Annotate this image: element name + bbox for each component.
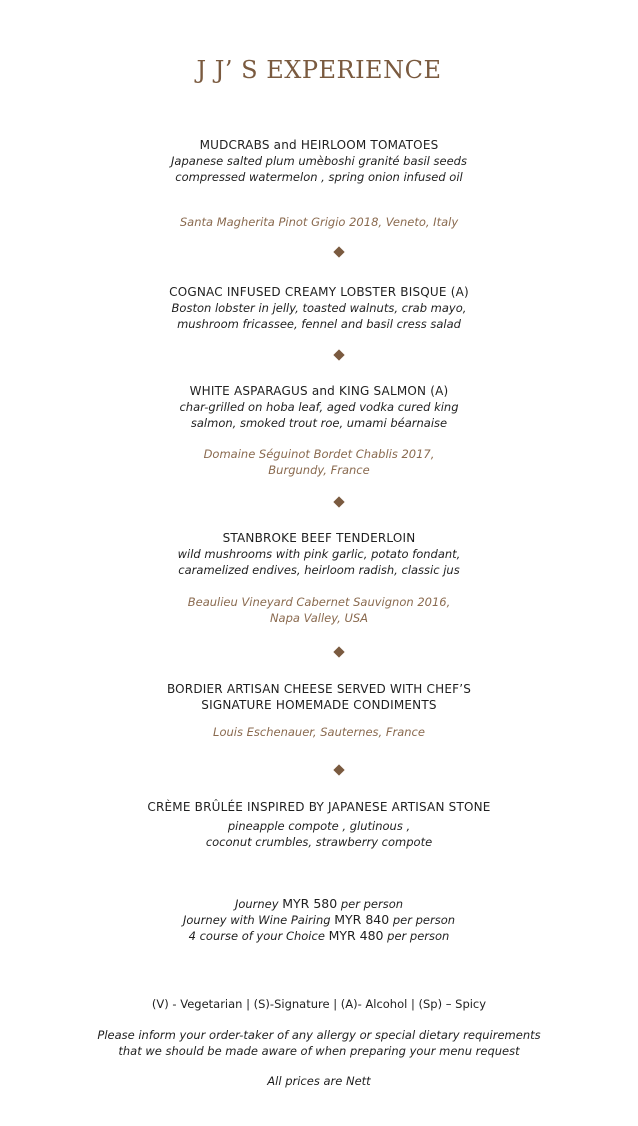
course-1-wine: Santa Magherita Pinot Grigio 2018, Veneto, Italy bbox=[179, 215, 459, 229]
course-3-desc-line-2: salmon, smoked trout roe, umami béarnaise bbox=[190, 416, 448, 430]
course-5-wine: Louis Eschenauer, Sauternes, France bbox=[213, 725, 425, 739]
course-2-desc-line-1: Boston lobster in jelly, toasted walnuts, crab mayo, bbox=[171, 301, 467, 315]
course-5-name-line-1: BORDIER ARTISAN CHEESE SERVED WITH CHEF’S bbox=[166, 682, 472, 696]
price-line-journey bbox=[0, 896, 638, 913]
course-4-desc-line-1: wild mushrooms with pink garlic, potato fondant, bbox=[177, 547, 461, 561]
course-6-desc-line-2: coconut crumbles, strawberry compote bbox=[205, 835, 433, 849]
course-6-name: CRÈME BRÛLÉE INSPIRED BY JAPANESE ARTISAN STONE bbox=[147, 800, 491, 814]
course-1-desc-line-1: Japanese salted plum umèboshi granité basil seeds bbox=[171, 154, 467, 168]
course-3-name: WHITE ASPARAGUS and KING SALMON (A) bbox=[189, 384, 449, 398]
course-3-wine-line-2: Burgundy, France bbox=[268, 463, 370, 477]
course-6-desc-line-1: pineapple compote , glutinous , bbox=[227, 819, 411, 833]
course-1-name: MUDCRABS and HEIRLOOM TOMATOES bbox=[199, 138, 439, 152]
course-3-wine-line-1: Domaine Séguinot Bordet Chablis 2017, bbox=[203, 447, 435, 461]
price-amount: MYR 580 bbox=[282, 896, 338, 911]
divider-diamond-icon bbox=[333, 646, 344, 657]
course-4-wine-line-1: Beaulieu Vineyard Cabernet Sauvignon 2016, bbox=[187, 595, 451, 609]
course-2-name: COGNAC INFUSED CREAMY LOBSTER BISQUE (A) bbox=[169, 285, 469, 299]
allergy-note-line-1: Please inform your order-taker of any allergy or special dietary requirements bbox=[97, 1028, 541, 1042]
dietary-legend: (V) - Vegetarian | (S)-Signature | (A)- Alcohol | (Sp) – Spicy bbox=[151, 997, 487, 1011]
price-amount: MYR 840 bbox=[334, 912, 390, 927]
price-amount: MYR 480 bbox=[328, 928, 384, 943]
price-line-wine-pairing bbox=[0, 912, 638, 929]
allergy-note-line-2: that we should be made aware of when preparing your menu request bbox=[118, 1044, 520, 1058]
course-2-desc-line-2: mushroom fricassee, fennel and basil cress salad bbox=[177, 317, 461, 331]
menu-title: J J’ S EXPERIENCE bbox=[196, 56, 442, 84]
course-1-desc-line-2: compressed watermelon , spring onion infused oil bbox=[175, 170, 463, 184]
price-label: Journey with Wine Pairing bbox=[182, 913, 335, 927]
course-4-name: STANBROKE BEEF TENDERLOIN bbox=[222, 531, 416, 545]
price-line-four-course bbox=[0, 928, 638, 945]
divider-diamond-icon bbox=[333, 246, 344, 257]
price-label: 4 course of your Choice bbox=[188, 929, 329, 943]
price-unit: per person bbox=[337, 897, 404, 911]
price-unit: per person bbox=[389, 913, 456, 927]
divider-diamond-icon bbox=[333, 349, 344, 360]
divider-diamond-icon bbox=[333, 496, 344, 507]
course-4-wine-line-2: Napa Valley, USA bbox=[269, 611, 369, 625]
price-label: Journey bbox=[234, 897, 283, 911]
course-3-desc-line-1: char-grilled on hoba leaf, aged vodka cured king bbox=[179, 400, 459, 414]
price-unit: per person bbox=[383, 929, 450, 943]
course-5-name-line-2: SIGNATURE HOMEMADE CONDIMENTS bbox=[201, 698, 437, 712]
course-4-desc-line-2: caramelized endives, heirloom radish, classic jus bbox=[178, 563, 460, 577]
divider-diamond-icon bbox=[333, 764, 344, 775]
prices-footer: All prices are Nett bbox=[267, 1074, 371, 1088]
